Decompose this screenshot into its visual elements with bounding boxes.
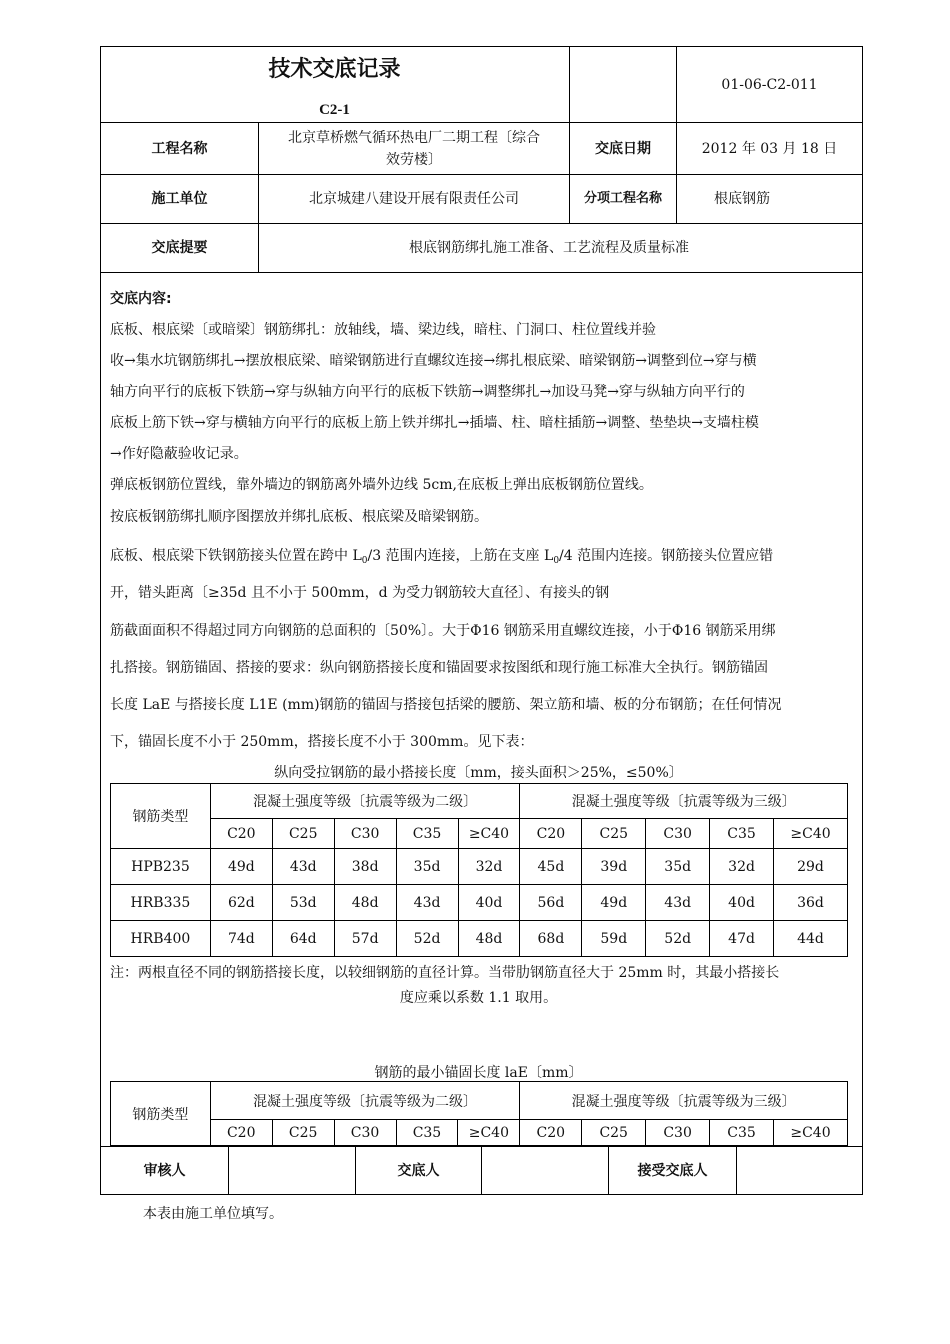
anchorage-length-table [110,1081,848,1146]
table-cell: 52d [396,921,458,957]
content-line: 轴方向平行的底板下铁筋→穿与纵轴方向平行的底板下铁筋→调整绑扎→加设马凳→穿与纵轴方向平行的 [110,384,745,400]
subproject-label: 分项工程名称 [583,191,662,206]
content-line: 收→集水坑钢筋绑扎→摆放根底梁、暗梁钢筋进行直螺纹连接→绑扎根底梁、暗梁钢筋→调整到位→穿与横 [110,353,757,369]
table-cell: 43d [272,849,334,885]
form-code: C2-1 [319,102,350,118]
table-cell: 57d [334,921,396,957]
content-line: 筋截面面积不得超过同方向钢筋的总面积的〔50%〕。大于Φ16 钢筋采用直螺纹连接，小于Φ16 钢筋采用绑 [110,623,776,639]
table-cell: 47d [710,921,774,957]
table-cell: 52d [646,921,710,957]
content-line: 底板上筋下铁→穿与横轴方向平行的底板上筋上铁并绑扎→插墙、柱、暗柱插筋→调整、垫垫块→支墙柱模 [110,415,759,431]
table-cell: 53d [272,885,334,921]
table2-grade: C25 [582,1120,646,1146]
table1-type-header: 钢筋类型 [111,784,211,849]
splice-paragraph [110,545,855,566]
table-cell: 48d [458,921,520,957]
table2-grade: C30 [334,1120,396,1146]
receiver-signature-field[interactable] [737,1147,862,1194]
table-cell: 74d [210,921,272,957]
presenter-signature-field[interactable] [482,1147,608,1194]
table1-grade: C25 [582,819,646,849]
table-cell: 68d [520,921,582,957]
table2-grade: C35 [396,1120,458,1146]
summary-value: 根底钢筋绑扎施工准备、工艺流程及质量标准 [409,240,689,256]
project-name-label: 工程名称 [151,140,208,157]
footer-note: 本表由施工单位填写。 [143,1206,283,1222]
content-line: 下，锚固长度不小于 250mm，搭接长度不小于 300mm。见下表： [110,734,534,750]
table1-grade: C20 [520,819,582,849]
table-cell: 62d [210,885,272,921]
presenter-label: 交底人 [397,1162,440,1179]
lap-length-table [110,783,848,957]
receiver-label: 接受交底人 [637,1162,708,1179]
table-cell: 32d [458,849,520,885]
content-line: →作好隐蔽验收记录。 [110,446,248,462]
table2-grade: C25 [272,1120,334,1146]
unit-label: 施工单位 [151,191,208,207]
unit-value: 北京城建八建设开展有限责任公司 [309,191,519,207]
table-cell: 39d [582,849,646,885]
date-value: 2012 年 03 月 18 日 [701,140,838,157]
table-cell: 36d [774,885,848,921]
table-cell: HRB400 [111,921,211,957]
table-cell: 29d [774,849,848,885]
reviewer-label: 审核人 [143,1162,186,1179]
date-label: 交底日期 [595,140,651,157]
table2-caption: 钢筋的最小锚固长度 laE〔mm〕 [374,1065,583,1081]
table2-grade: C35 [710,1120,774,1146]
subproject-value: 根底钢筋 [714,191,770,207]
table2-group1-header: 混凝土强度等级〔抗震等级为二级〕 [210,1082,520,1120]
table2-group2-header: 混凝土强度等级〔抗震等级为三级〕 [520,1082,848,1120]
table1-group2-header: 混凝土强度等级〔抗震等级为三级〕 [520,784,848,819]
table2-type-header: 钢筋类型 [111,1082,211,1146]
table1-grade: C20 [210,819,272,849]
content-line: 弹底板钢筋位置线，靠外墙边的钢筋离外墙外边线 5cm,在底板上弹出底板钢筋位置线。 [110,477,653,493]
table1-grade: ≥C40 [774,819,848,849]
table1-grade: C35 [396,819,458,849]
content-label: 交底内容: [110,291,172,307]
table2-grade: C20 [520,1120,582,1146]
table1-grade: C30 [334,819,396,849]
content-line: 底板、根底梁〔或暗梁〕钢筋绑扎：放轴线，墙、梁边线，暗柱、门洞口、柱位置线并验 [110,322,656,338]
table-cell: 40d [710,885,774,921]
table-row [111,849,848,885]
project-name-value [259,123,569,174]
content-line: 扎搭接。钢筋锚固、搭接的要求：纵向钢筋搭接长度和锚固要求按图纸和现行施工标准大全执行。钢筋锚固 [110,660,768,676]
table2-grade: C30 [646,1120,710,1146]
table2-grade: C20 [210,1120,272,1146]
table1-group1-header: 混凝土强度等级〔抗震等级为二级〕 [210,784,520,819]
table-cell: 32d [710,849,774,885]
page-title: 技术交底记录 [268,57,401,82]
splice-sub-2: 0 [553,556,560,566]
table-cell: HPB235 [111,849,211,885]
splice-sub-1: 0 [361,556,368,566]
table-cell: 44d [774,921,848,957]
table-cell: HRB335 [111,885,211,921]
table1-note-line1: 注：两根直径不同的钢筋搭接长度，以较细钢筋的直径计算。当带肋钢筋直径大于 25mm 时，其最小搭接长 [110,965,780,981]
splice-text-a: 底板、根底梁下铁钢筋接头位置在跨中 L [110,548,362,564]
table1-grade: C30 [646,819,710,849]
table1-caption: 纵向受拉钢筋的最小搭接长度〔mm，接头面积＞25%，≤50%〕 [274,765,683,781]
table-cell: 48d [334,885,396,921]
table-cell: 59d [582,921,646,957]
table1-note-line2: 度应乘以系数 1.1 取用。 [399,990,558,1006]
table-cell: 35d [396,849,458,885]
splice-text-b: /3 范围内连接，上筋在支座 L [367,548,554,564]
summary-label: 交底提要 [151,240,208,256]
table1-grade: C35 [710,819,774,849]
table-cell: 45d [520,849,582,885]
table1-grade: ≥C40 [458,819,520,849]
table2-grade: ≥C40 [458,1120,520,1146]
content-line: 长度 LaE 与搭接长度 L1E (mm)钢筋的锚固与搭接包括梁的腰筋、架立筋和墙、板的分布钢筋；在任何情况 [110,697,782,713]
project-name-line1: 北京草桥燃气循环热电厂二期工程〔综合 [288,129,540,146]
reviewer-signature-field[interactable] [229,1147,355,1194]
table-cell: 64d [272,921,334,957]
table-cell: 49d [210,849,272,885]
table-cell: 40d [458,885,520,921]
table1-grade: C25 [272,819,334,849]
table2-grade: ≥C40 [773,1120,847,1146]
content-line: 按底板钢筋绑扎顺序图摆放并绑扎底板、根底梁及暗梁钢筋。 [110,509,488,525]
table-cell: 43d [396,885,458,921]
doc-number: 01-06-C2-011 [721,76,818,93]
table-row [111,921,848,957]
table-row [111,885,848,921]
table-cell: 49d [582,885,646,921]
table-cell: 56d [520,885,582,921]
table-cell: 35d [646,849,710,885]
table-cell: 43d [646,885,710,921]
project-name-line2: 效劳楼〕 [386,151,442,168]
table-cell: 38d [334,849,396,885]
content-line: 开，错头距离〔≥35d 且不小于 500mm，d 为受力钢筋较大直径〕、有接头的钢 [110,585,610,601]
splice-text-c: /4 范围内连接。钢筋接头位置应错 [559,548,774,564]
